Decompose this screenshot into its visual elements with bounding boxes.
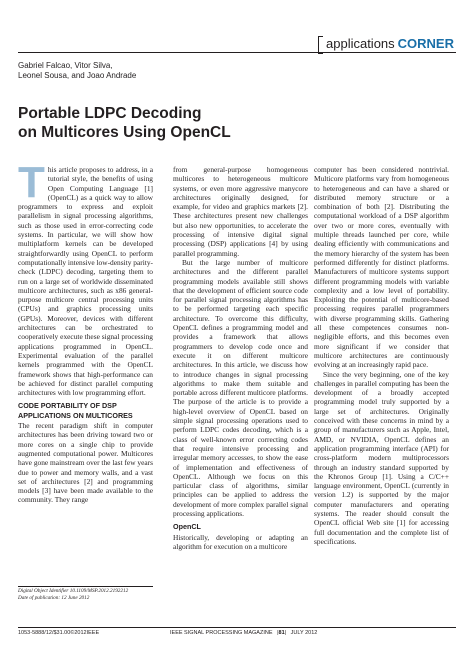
paragraph: The recent paradigm shift in computer architectures has been driving toward two or more cores on a single chip to provide augmented computational power. Multicores have gone mainstream over the last few years due to power and memory walls, and a vast set of architectures [2] and programming models [3] have been made available to the community. They range xyxy=(18,421,153,505)
footer-date: JULY 2012 xyxy=(290,630,318,636)
authors-line-1: Gabriel Falcao, Vitor Silva, xyxy=(18,61,113,70)
footnote xyxy=(18,588,128,602)
page-number: 81 xyxy=(278,630,285,636)
doi-line: Digital Object Identifier 10.1109/MSP.2012.2192212 xyxy=(18,588,129,594)
paragraph: Since the very beginning, one of the key challenges in parallel computing has been the development of a broadly accepted programming model truly supported by a large set of architectures. Originally conceived with these concerns in mind by a group of manufacturers such as Apple, Intel, AMD, or NVIDIA, OpenCL defines an application programming interface (API) for cross-platform modern multiprocessors through an industry standard supported by the Khronos Group [1]. Using a C/C++ language environment, OpenCL (currently in version 1.2) is supported by the major computer manufacturers and operating systems. The reader should consult the OpenCL official Web site [1] for accessing full documentation and the complete list of specifications. xyxy=(314,369,449,546)
paragraph: Historically, developing or adapting an algorithm for execution on a multicore xyxy=(173,532,308,551)
drop-cap: T xyxy=(18,158,45,207)
footnote-rule xyxy=(18,586,153,587)
footer-running-head: IEEE SIGNAL PROCESSING MAGAZINE |81| JULY 2012 xyxy=(170,630,318,636)
column-3 xyxy=(314,165,449,546)
footer-magazine: IEEE SIGNAL PROCESSING MAGAZINE xyxy=(170,630,273,636)
section-heading-opencl: OpenCL xyxy=(173,522,201,532)
authors xyxy=(18,61,136,81)
section-heading-code-portability: CODE PORTABILITY OF DSP APPLICATIONS ON MULTICORES xyxy=(18,401,133,420)
applications-corner-badge xyxy=(318,36,460,54)
paragraph: But the large number of multicore architectures and the different parallel programming models available still shows that the development of efficient source code for parallel signal processing algorithms has to be performed targeting each specific architecture. To overcome this difficulty, OpenCL defines a programming model and provides a framework that allows programmers to develop code once and execute it on different multicore architectures. In this article, we discuss how to introduce changes in signal processing algorithms to make them suitable and portable across different multicore platforms. The purpose of the article is to provide a high-level overview of OpenCL based on simple signal processing operations used to perform LDPC codes decoding, which is a class of well-known error correcting codes that require intensive processing and irregular memory accesses, to show the ease of implementation and effectiveness of OpenCL. Although we focus on this particular class of algorithms, similar principles can be applied to address the development of more complex parallel signal processing applications. xyxy=(173,257,308,518)
corner-strong: CORNER xyxy=(397,36,454,51)
intro-paragraph xyxy=(18,158,153,398)
title-line-2: on Multicores Using OpenCL xyxy=(18,124,231,141)
corner-prefix: applications xyxy=(326,36,395,51)
footer-issn: 1053-5888/12/$31.00©2012IEEE xyxy=(18,630,100,636)
corner-bracket xyxy=(318,36,323,54)
article-title xyxy=(18,104,231,142)
corner-label xyxy=(326,36,454,52)
paragraph: from general-purpose homogeneous multicores to heterogeneous multicore systems, or even more aggressive manycore architectures originally designed, for example, for video and graphics markets [2]. These architectures present new challenges but also new opportunities, to accelerate the processing of intensive digital signal processing (DSP) applications [4] by using parallel programming. xyxy=(173,165,308,258)
publication-date-line: Date of publication: 12 June 2012 xyxy=(18,595,90,601)
column-1 xyxy=(18,158,153,505)
authors-line-2: Leonel Sousa, and Joao Andrade xyxy=(18,71,137,80)
title-line-1: Portable LDPC Decoding xyxy=(18,105,202,122)
intro-text: his article proposes to address, in a tutorial style, the benefits of using Open Computing Language [1] (OpenCL) as a quick way to allow programmers to express and exploit parallelism in signal processing algorithms, such as those used in error-correcting code systems. In particular, we will show how multiplatform kernels can be developed straightforwardly using OpenCL to perform computationally intensive low-density parity-check (LDPC) decoding, targeting them to run on a large set of worldwide disseminated multicore architectures, such as x86 general-purpose multicore central processing units (CPUs) and graphics processing units (GPUs). Moreover, devices with different architectures can be orchestrated to cooperatively execute these signal processing applications programmed in OpenCL. Experimental evaluation of the parallel kernels programmed with the OpenCL framework shows that high-performance can be achieved for distinct parallel computing architectures with low programming effort. xyxy=(18,165,153,398)
footer-rule xyxy=(18,627,456,628)
column-2 xyxy=(173,165,308,551)
paragraph: computer has been considered nontrivial. Multicore platforms vary from homogeneous to heterogeneous and can have a shared or distributed memory structure or a combination of both [2]. Distributing the computational workload of a DSP algorithm over two or more cores, eventually with multiple threads launched per core, while dealing efficiently with communications and the memory hierarchy of the system has been performed differently for distinct platforms. Manufacturers of multicore systems support different programming models with variable complexity and a low level of portability. Exploiting the potential of multicore-based processing requires parallel programmers with diverse programming skills. Gathering all these competences consumes non-negligible efforts, and this becomes even more significant if we consider that multicore architectures are continuously evolving at an increasingly rapid pace. xyxy=(314,165,449,370)
